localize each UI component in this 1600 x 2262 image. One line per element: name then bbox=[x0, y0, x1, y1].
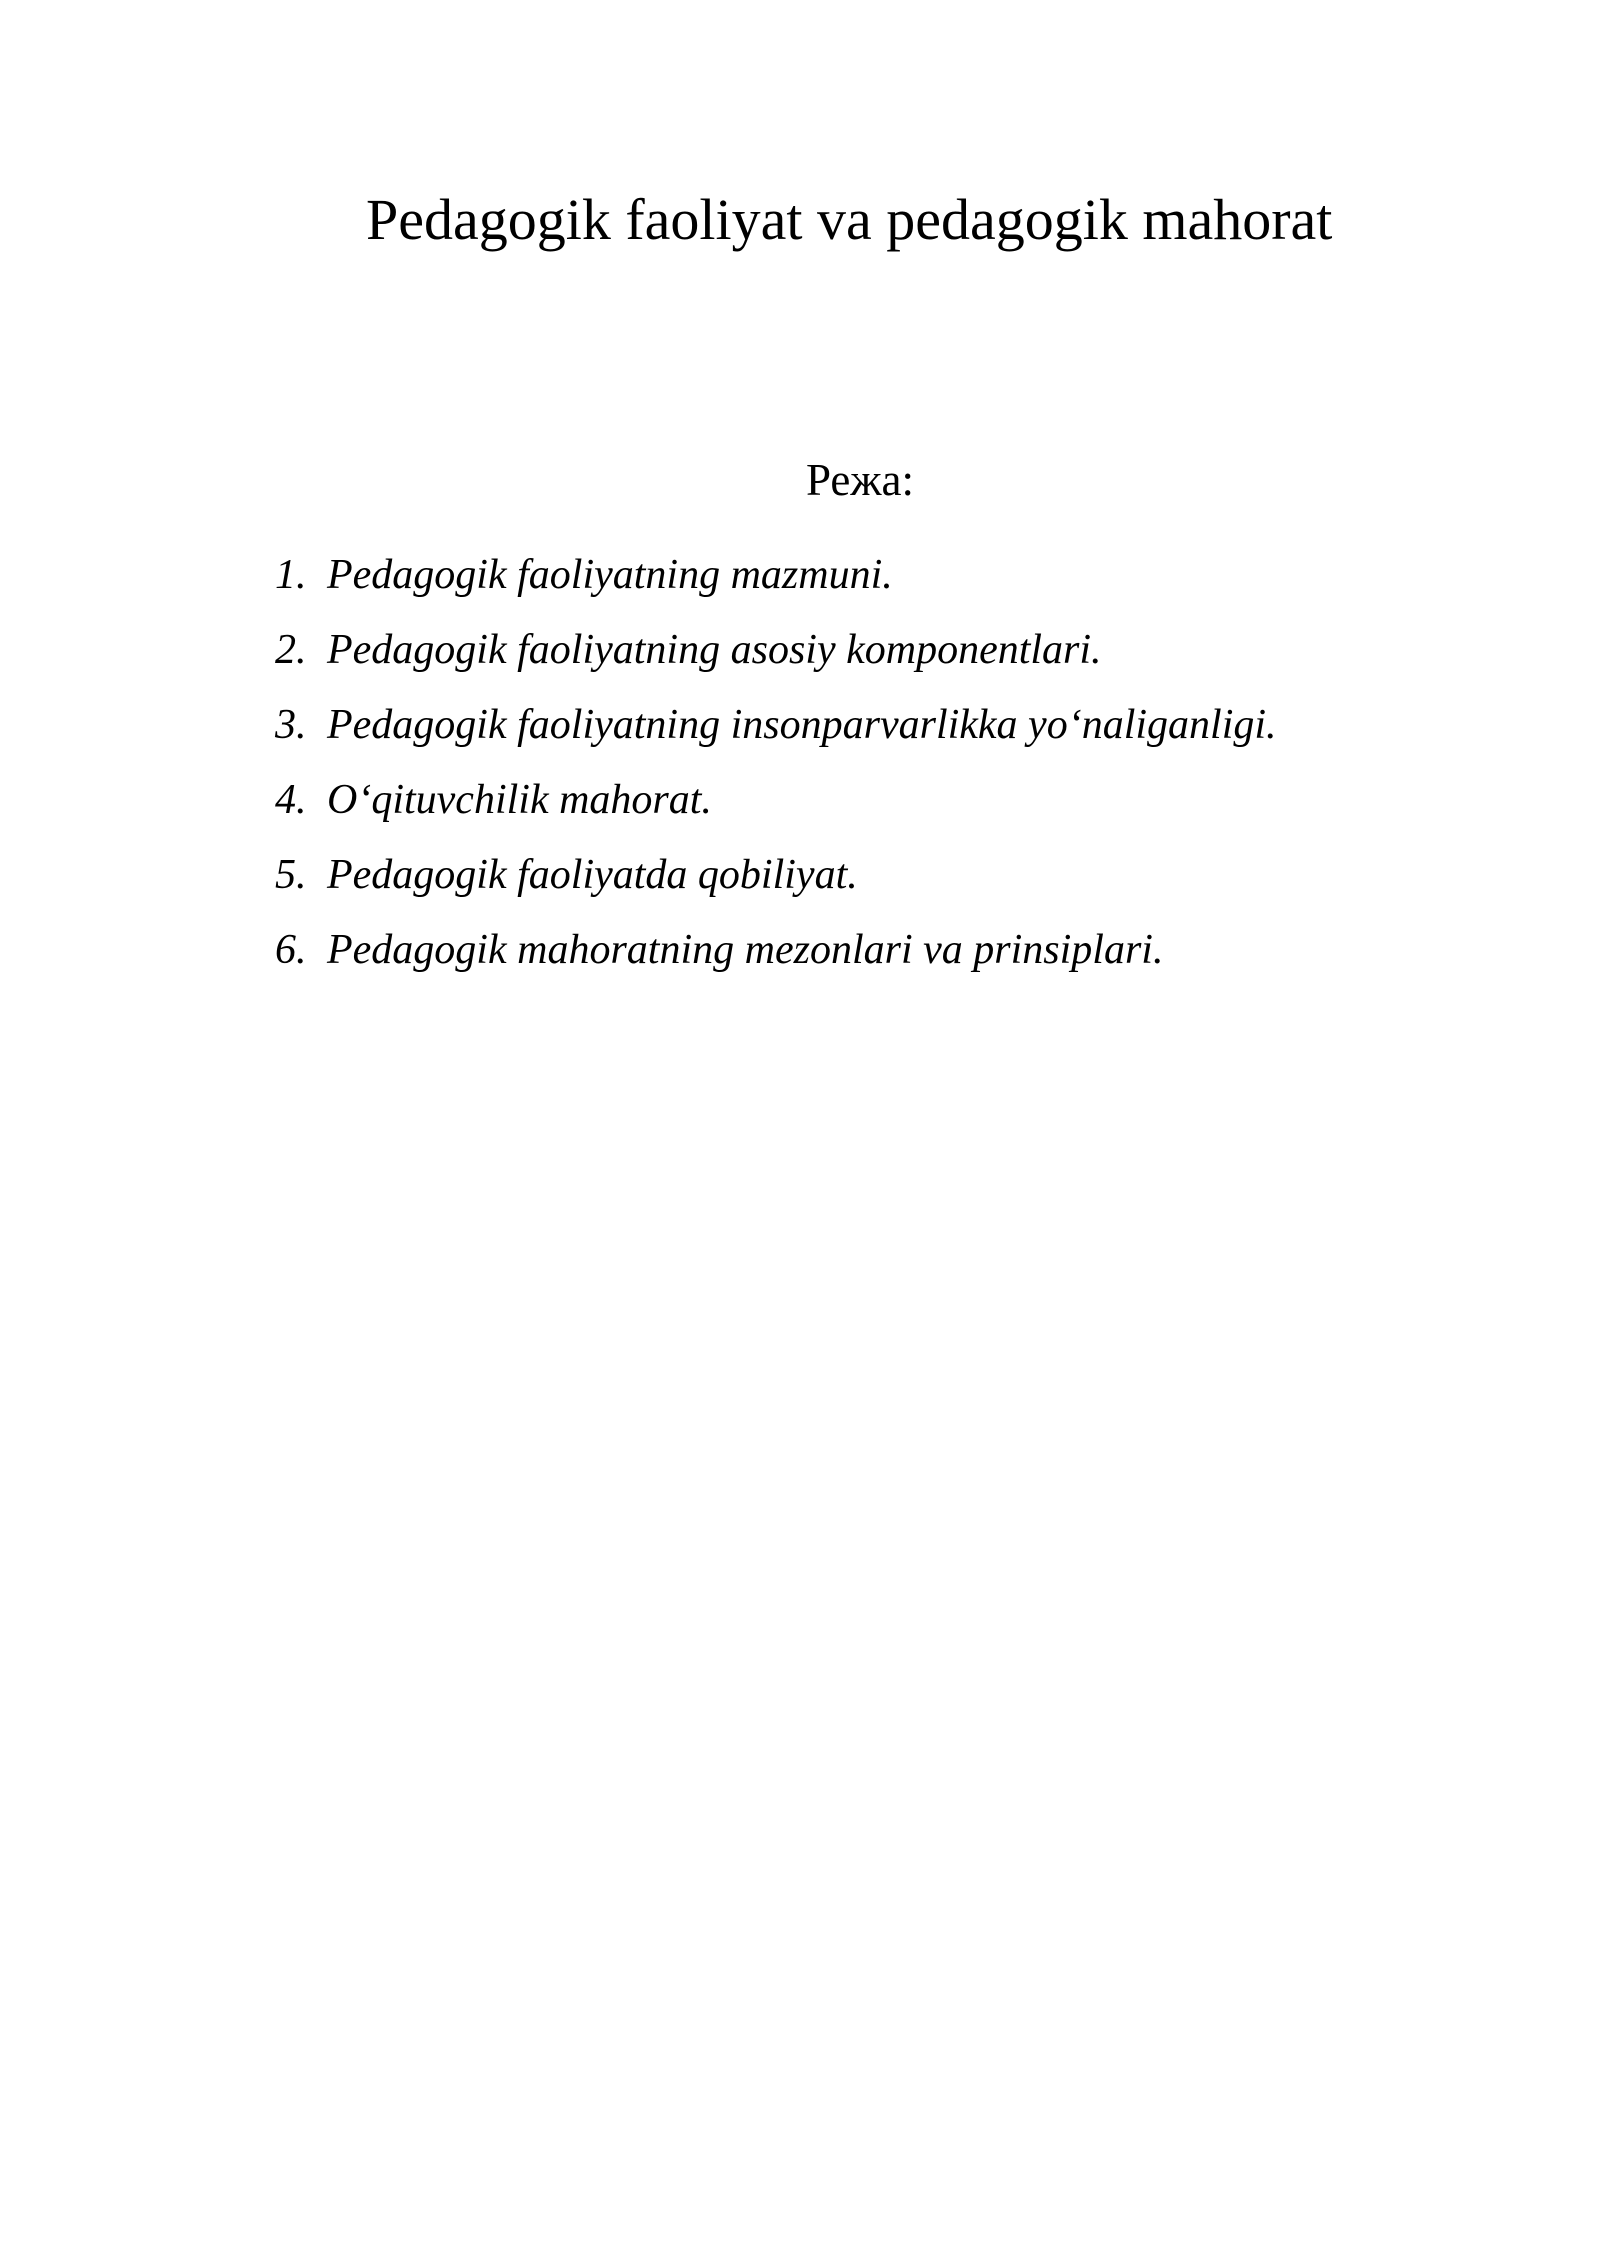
plan-heading: Режа: bbox=[806, 455, 914, 505]
plan-item-4 bbox=[275, 770, 1277, 845]
plan-item-text: Pedagogik faoliyatning insonparvarlikka yo‘naliganligi. bbox=[327, 702, 1277, 748]
plan-item-text: Pedagogik faoliyatning asosiy komponentlari. bbox=[327, 627, 1102, 673]
plan-item-number: 2. bbox=[275, 627, 307, 673]
plan-item-6 bbox=[275, 920, 1277, 995]
plan-item-text: Pedagogik faoliyatda qobiliyat. bbox=[327, 852, 858, 898]
plan-item-1 bbox=[275, 545, 1277, 620]
plan-item-text: Pedagogik mahoratning mezonlari va prinsiplari. bbox=[327, 927, 1164, 973]
plan-item-text: Pedagogik faoliyatning mazmuni. bbox=[327, 552, 893, 598]
plan-item-5 bbox=[275, 845, 1277, 920]
plan-item-2 bbox=[275, 620, 1277, 695]
plan-list bbox=[275, 545, 1277, 995]
plan-item-number: 1. bbox=[275, 552, 307, 598]
plan-item-number: 3. bbox=[275, 702, 307, 748]
plan-item-number: 5. bbox=[275, 852, 307, 898]
plan-item-3 bbox=[275, 695, 1277, 770]
plan-item-text: O‘qituvchilik mahorat. bbox=[327, 777, 712, 823]
plan-item-number: 4. bbox=[275, 777, 307, 823]
document-title: Pedagogik faoliyat va pedagogik mahorat bbox=[366, 187, 1333, 252]
plan-item-number: 6. bbox=[275, 927, 307, 973]
